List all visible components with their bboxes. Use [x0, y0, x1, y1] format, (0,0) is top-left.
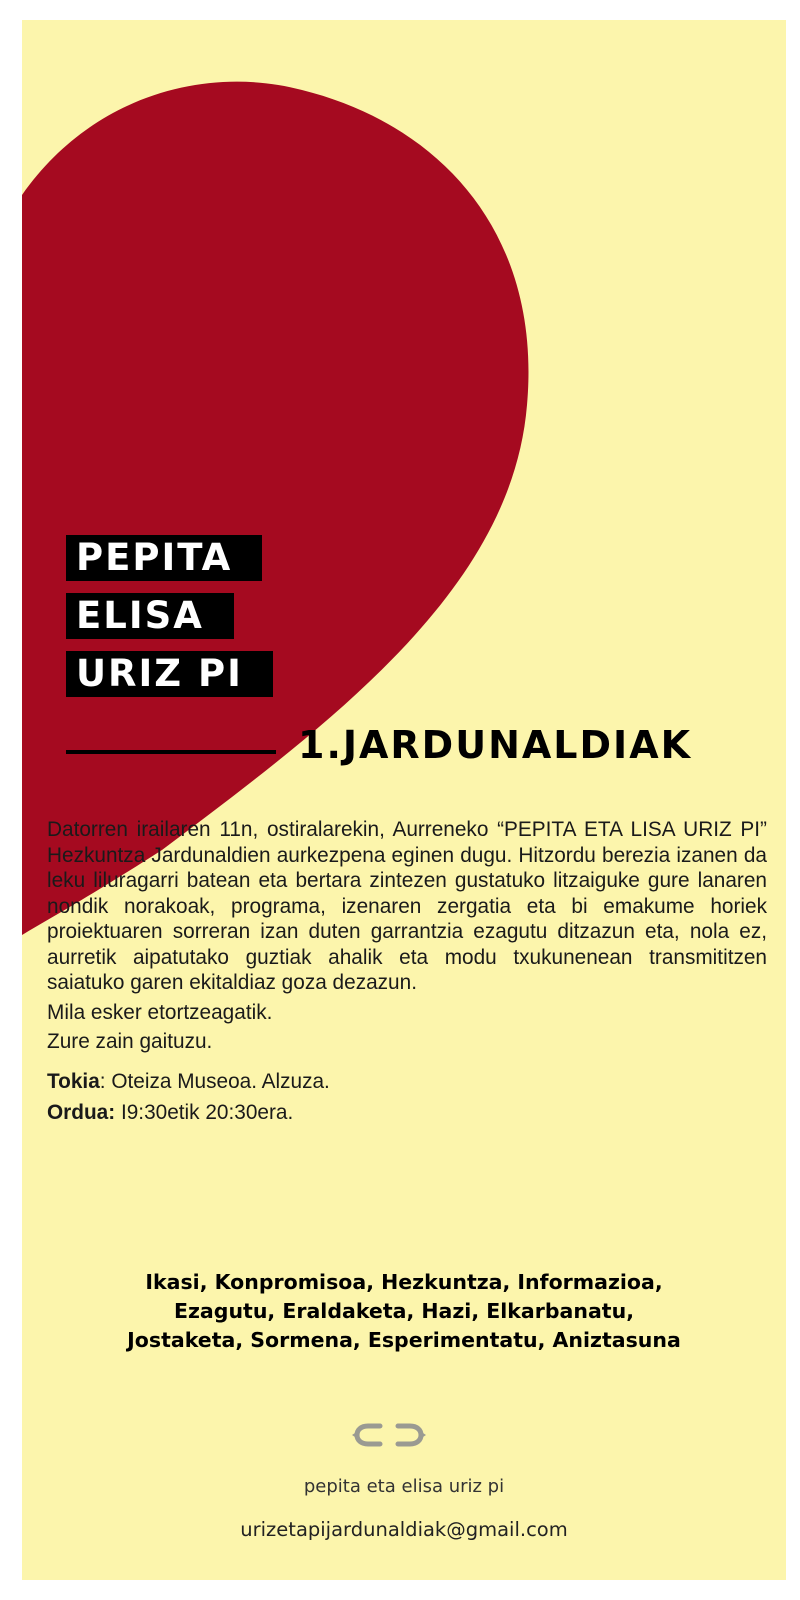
event-details	[47, 1069, 767, 1126]
keywords	[22, 1268, 786, 1355]
keywords-line-1: Ikasi, Konpromisoa, Hezkuntza, Informazioa,	[145, 1270, 663, 1294]
body-paragraph: Datorren irailaren 11n, ostiralarekin, Aurreneko “PEPITA ETA LISA URIZ PI” Hezkuntza Jardunaldien aurkezpena eginen dugu. Hitzordu berezia izanen da leku liluragarri batean eta bertara zintezen gustatuko litzaiguke gure lanaren nondik norakoak, programa, izenaren zergatia eta bi emakume horiek proiektuaren sorreran izan duten garrantzia ezagutu ditzazun eta, nola ez, aurretik aipatutako guztiak ahalik eta modu txukunenean transmititzen saiatuko garen ekitaldiaz goza dezazun.	[47, 818, 767, 994]
chain-link-icon	[352, 1420, 426, 1450]
subtitle-row	[66, 723, 692, 767]
footer-name: pepita eta elisa uriz pi	[303, 1476, 505, 1497]
subtitle: 1.JARDUNALDIAK	[298, 723, 693, 767]
poster	[22, 20, 786, 1580]
place-value: : Oteiza Museoa. Alzuza.	[99, 1069, 330, 1093]
keywords-line-2: Ezagutu, Eraldaketa, Hazi, Elkarbanatu,	[174, 1299, 634, 1323]
waiting-text: Zure zain gaituzu.	[47, 1030, 213, 1053]
thanks-text: Mila esker etortzeagatik.	[47, 1000, 273, 1024]
place-line	[47, 1069, 767, 1095]
time-label: Ordua:	[47, 1101, 116, 1124]
footer-email[interactable]: urizetapijardunaldiak@gmail.com	[240, 1518, 568, 1541]
title-block	[66, 535, 273, 709]
title-line-1: PEPITA	[66, 535, 262, 581]
time-line	[47, 1100, 767, 1126]
body-text	[47, 817, 767, 1132]
keywords-line-3: Jostaketa, Sormena, Esperimentatu, Aniztasuna	[127, 1328, 681, 1352]
horizontal-rule	[66, 750, 276, 754]
place-label: Tokia	[47, 1069, 100, 1093]
time-value: I9:30etik 20:30era.	[115, 1101, 294, 1124]
title-line-3: URIZ PI	[66, 651, 273, 697]
title-line-2: ELISA	[66, 593, 234, 639]
